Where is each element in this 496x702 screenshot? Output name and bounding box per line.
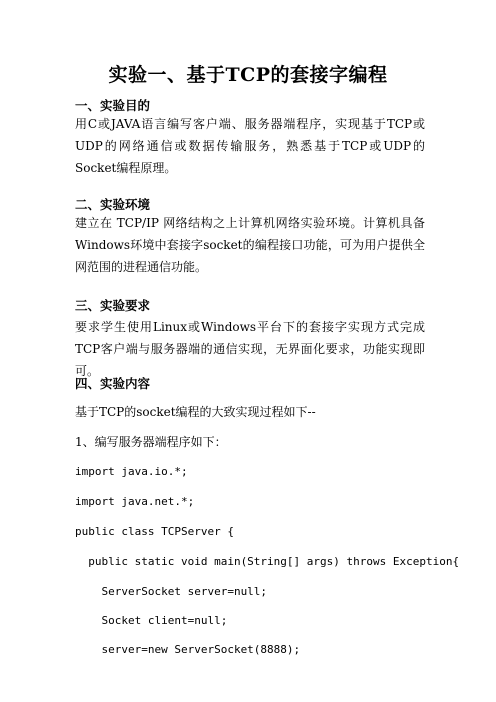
code-line: public class TCPServer { [75,525,234,538]
section-body-requirements: 要求学生使用Linux或Windows平台下的套接字实现方式完成TCP客户端与服务器端的通信实现，无界面化要求，功能实现即可。 [75,320,425,378]
content-line: 基于TCP的socket编程的大致实现过程如下-- [75,405,316,419]
section-heading-content: 四、实验内容 [75,376,151,391]
section-body-purpose: 用C或JAVA语言编写客户端、服务器端程序，实现基于TCP或UDP的网络通信或数据传输服务，熟悉基于TCP或UDP的Socket编程原理。 [75,117,425,175]
code-line: Socket client=null; [75,614,228,627]
section-body-environment: 建立在 TCP/IP 网络结构之上计算机网络实验环境。计算机具备Windows环境中套接字socket的编程接口功能，可为用户提供全网范围的进程通信功能。 [75,216,425,274]
code-line: import java.net.*; [75,495,195,508]
section-heading-requirements: 三、实验要求 [75,298,151,313]
content-line: 1、编写服务器端程序如下： [75,435,227,449]
code-line: import java.io.*; [75,465,188,478]
document-title: 实验一、基于TCP的套接字编程 [108,64,388,86]
section-heading-environment: 二、实验环境 [75,197,151,212]
code-line: public static void main(String[] args) throws Exception{ [75,555,460,568]
code-line: server=new ServerSocket(8888); [75,643,301,656]
code-line: ServerSocket server=null; [75,585,268,598]
section-heading-purpose: 一、实验目的 [75,98,151,113]
